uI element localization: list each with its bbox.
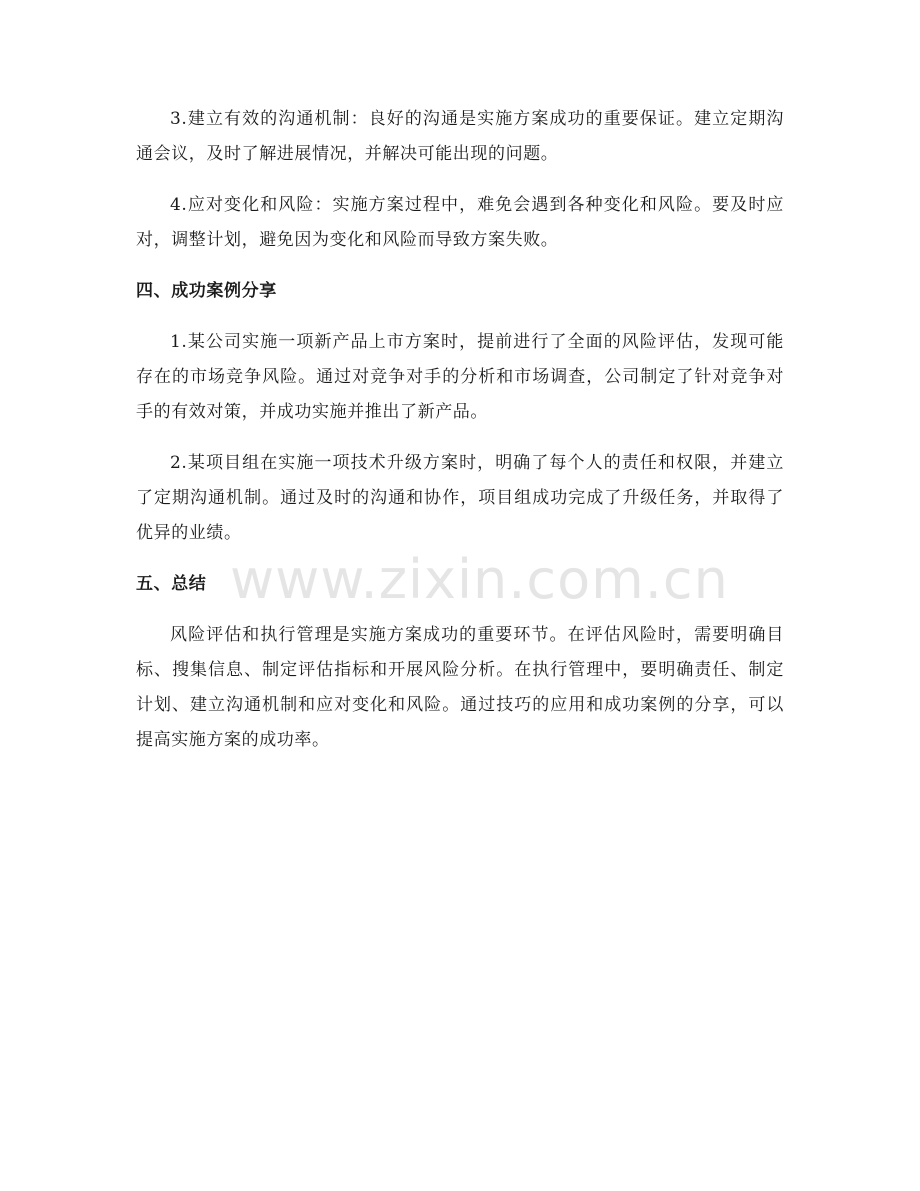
section-heading-summary: 五、总结 <box>136 574 207 594</box>
case-paragraph-2: 2.某项目组在实施一项技术升级方案时，明确了每个人的责任和权限，并建立了定期沟通机制。通过及时的沟通和协作，项目组成功完成了升级任务，并取得了优异的业绩。 <box>136 453 784 543</box>
summary-paragraph: 风险评估和执行管理是实施方案成功的重要环节。在评估风险时，需要明确目标、搜集信息、制定评估指标和开展风险分析。在执行管理中，要明确责任、制定计划、建立沟通机制和应对变化和风险。通过技巧的应用和成功案例的分享，可以提高实施方案的成功率。 <box>136 625 784 750</box>
paragraph-item-4: 4.应对变化和风险：实施方案过程中，难免会遇到各种变化和风险。要及时应对，调整计划，避免因为变化和风险而导致方案失败。 <box>136 195 784 250</box>
paragraph-item-3: 3.建立有效的沟通机制：良好的沟通是实施方案成功的重要保证。建立定期沟通会议，及时了解进展情况，并解决可能出现的问题。 <box>136 109 784 164</box>
case-paragraph-1: 1.某公司实施一项新产品上市方案时，提前进行了全面的风险评估，发现可能存在的市场竞争风险。通过对竞争对手的分析和市场调查，公司制定了针对竞争对手的有效对策，并成功实施并推出了新产品。 <box>136 332 784 422</box>
document-body <box>136 100 784 758</box>
watermark-text: www.zixin.com.cn <box>230 548 729 611</box>
section-heading-cases: 四、成功案例分享 <box>136 281 277 301</box>
